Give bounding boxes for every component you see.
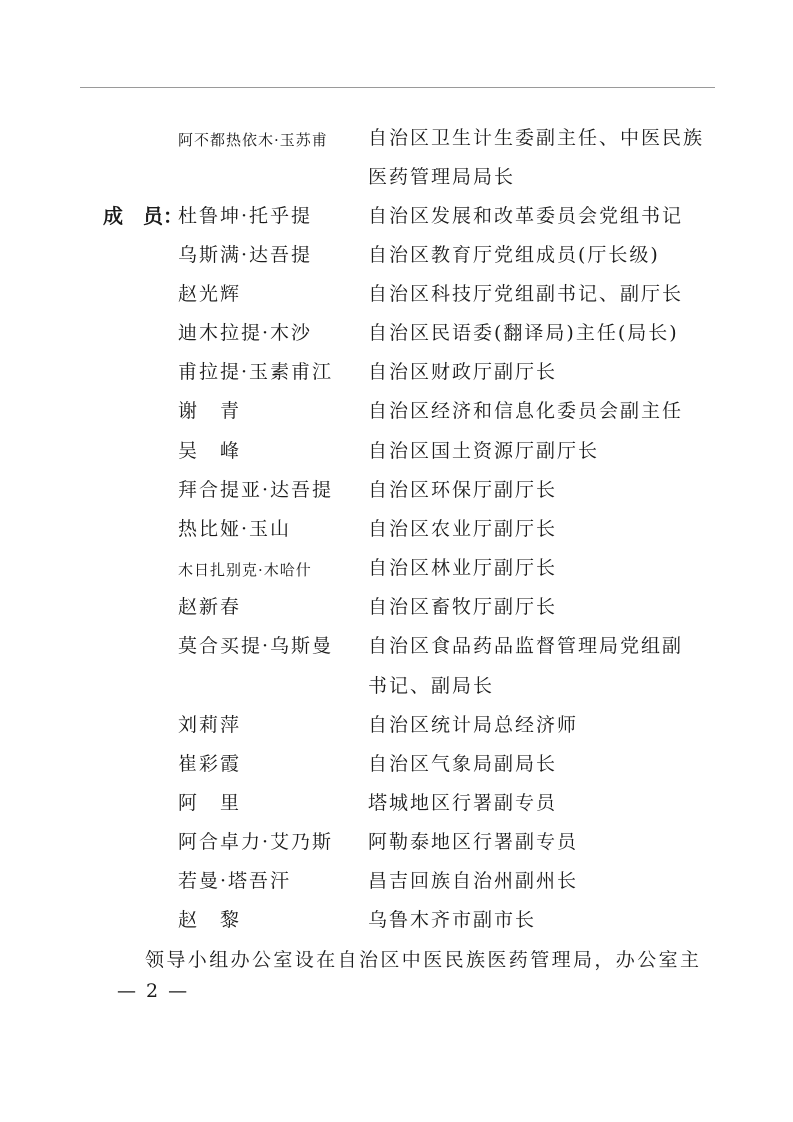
member-post: 乌鲁木齐市副市长 (368, 909, 537, 931)
member-row-continuation (0, 674, 793, 714)
member-name: 赵 黎 (178, 909, 242, 931)
member-row (0, 126, 793, 166)
member-name: 吴 峰 (178, 440, 242, 462)
member-post: 自治区林业厅副厅长 (368, 557, 558, 579)
member-row (0, 869, 793, 909)
member-row (0, 478, 793, 518)
member-row (0, 439, 793, 479)
member-name: 热比娅·玉山 (178, 518, 292, 540)
member-post: 阿勒泰地区行署副专员 (368, 831, 579, 853)
member-post: 自治区统计局总经济师 (368, 714, 579, 736)
member-name: 木日扎别克·木哈什 (178, 561, 312, 579)
member-name: 迪木拉提·木沙 (178, 322, 313, 344)
member-post: 自治区国土资源厅副厅长 (368, 440, 600, 462)
member-post: 医药管理局局长 (368, 166, 516, 188)
member-post: 自治区发展和改革委员会党组书记 (368, 205, 684, 227)
member-name: 阿合卓力·艾乃斯 (178, 831, 334, 853)
member-row (0, 282, 793, 322)
member-name: 刘莉萍 (178, 714, 242, 736)
member-row (0, 517, 793, 557)
member-post: 昌吉回族自治州副州长 (368, 870, 579, 892)
member-row-continuation (0, 165, 793, 205)
closing-paragraph: 领导小组办公室设在自治区中医民族医药管理局，办公室主 (145, 949, 702, 971)
member-row (0, 791, 793, 831)
member-post: 自治区畜牧厅副厅长 (368, 596, 558, 618)
member-post: 自治区经济和信息化委员会副主任 (368, 400, 684, 422)
member-row (0, 830, 793, 870)
member-name: 赵光辉 (178, 283, 242, 305)
member-row (0, 752, 793, 792)
member-post: 书记、副局长 (368, 675, 495, 697)
member-row (0, 634, 793, 674)
member-name: 甫拉提·玉素甫江 (178, 361, 334, 383)
member-post: 自治区科技厅党组副书记、副厅长 (368, 283, 684, 305)
member-name: 杜鲁坤·托乎提 (178, 205, 313, 227)
member-name: 莫合买提·乌斯曼 (178, 635, 334, 657)
member-row (0, 908, 793, 948)
member-row (0, 204, 793, 244)
member-name: 崔彩霞 (178, 753, 242, 775)
member-post: 自治区农业厅副厅长 (368, 518, 558, 540)
member-post: 自治区气象局副局长 (368, 753, 558, 775)
member-row (0, 595, 793, 635)
member-post: 自治区环保厅副厅长 (368, 479, 558, 501)
member-name: 乌斯满·达吾提 (178, 244, 313, 266)
member-row (0, 713, 793, 753)
member-row (0, 399, 793, 439)
member-post: 自治区卫生计生委副主任、中医民族 (368, 127, 705, 149)
member-row (0, 321, 793, 361)
member-row (0, 556, 793, 596)
member-name: 拜合提亚·达吾提 (178, 479, 334, 501)
member-name: 若曼·塔吾汗 (178, 870, 292, 892)
member-name: 赵新春 (178, 596, 242, 618)
member-post: 自治区民语委(翻译局)主任(局长) (368, 322, 679, 344)
page-number: — 2 — (117, 980, 190, 1002)
member-post: 自治区教育厅党组成员(厅长级) (368, 244, 660, 266)
member-name: 阿 里 (178, 792, 242, 814)
member-name: 阿不都热依木·玉苏甫 (178, 131, 328, 149)
header-rule (80, 87, 715, 88)
member-name: 谢 青 (178, 400, 242, 422)
member-post: 自治区财政厅副厅长 (368, 361, 558, 383)
member-post: 塔城地区行署副专员 (368, 792, 558, 814)
members-label: 成 员： (103, 204, 183, 228)
member-row (0, 243, 793, 283)
member-post: 自治区食品药品监督管理局党组副 (368, 635, 684, 657)
member-row (0, 360, 793, 400)
